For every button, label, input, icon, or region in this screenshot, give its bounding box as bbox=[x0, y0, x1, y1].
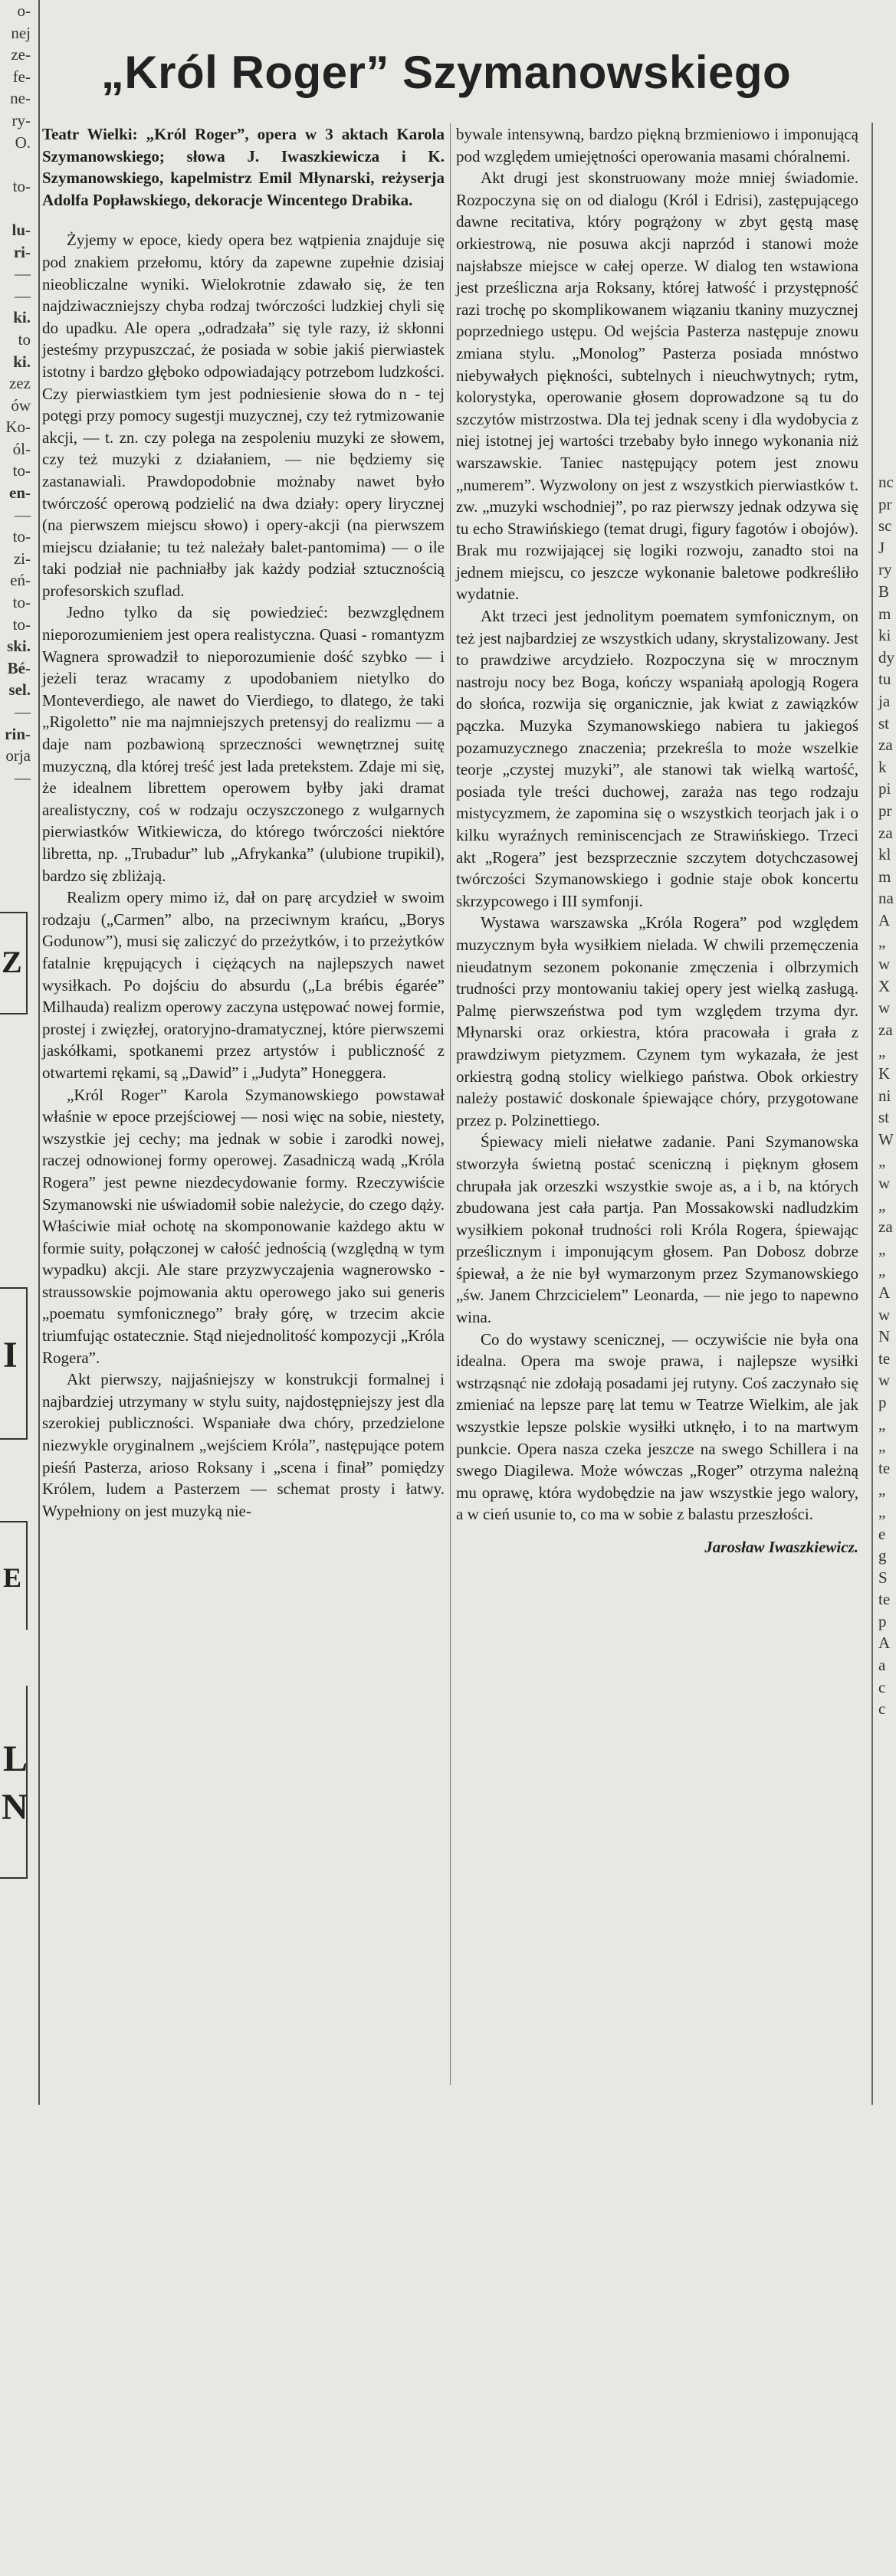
right-margin-fragment: A bbox=[878, 1283, 891, 1302]
right-margin-fragment: „ bbox=[878, 1414, 886, 1434]
left-margin-fragment: to- bbox=[12, 176, 31, 195]
right-margin-fragment: „ bbox=[878, 1042, 886, 1061]
left-margin-fragment bbox=[0, 197, 38, 219]
right-clipped-column bbox=[876, 471, 896, 2576]
right-margin-fragment: ni bbox=[878, 1086, 891, 1105]
left-margin-fragment: ki. bbox=[13, 352, 31, 371]
left-margin-fragment: to- bbox=[12, 615, 31, 634]
right-margin-fragment: ry bbox=[878, 560, 892, 579]
left-margin-fragment: en- bbox=[9, 483, 31, 503]
right-margin-fragment: te bbox=[878, 1590, 891, 1609]
left-margin-fragment: eń- bbox=[10, 571, 31, 590]
right-column-rule bbox=[871, 123, 873, 2105]
article-column-left bbox=[42, 123, 445, 1522]
paragraph: Wystawa warszawska „Króla Rogera” pod względem muzycznym była wysiłkiem nielada. W chwili przemęczenia nieudatnym sezonem pokonanie zmęczenia i olbrzymich trudności przy montowaniu takiej opery jest wielką zasługą. Palmę pierwszeństwa pod tym względem trzyma dyr. Młynarski oraz orkiestra, która pracowała i grała z prawdziwym pietyzmem. Czynem tym wykazała, że jest orkiestrą godną stolicy wielkiego państwa. Obok orkiestry należy postawić doskonale śpiewające chóry, przygotowane przez p. Polzinettiego. bbox=[456, 913, 858, 1129]
left-margin-fragment: ne- bbox=[10, 89, 31, 108]
left-box-letter: N bbox=[2, 1787, 28, 1827]
column-divider bbox=[450, 123, 451, 2085]
paragraph: „Król Roger” Karola Szymanowskiego powstawał właśnie w epoce przejściowej — nosi więc na sobie, niestety, wszystkie jej cechy; ma jednak w sobie i zarodki nowej, raczej odnowionej formy operowej. Zasadniczą wadą „Króla Rogera” jest pewne niezdecydowanie formy. Rzeczywiście Szymanowski nie uświadomił sobie należycie, do czego dąży. Właściwie miał ochotę na skomponowanie każdego aktu w formie suity, połączonej w całość jednością (względną w tym wypadku) akcji. Ale stare przyzwyczajenia wagnerowsko - straussowskie pojmowania aktu operowego jako sui generis „poematu symfonicznego” brały górę, w trzecim akcie triumfując ostatecznie. Stąd niejednolitość kompozycji „Króla Rogera”. bbox=[42, 1085, 445, 1367]
left-margin-fragment: Ko- bbox=[5, 418, 31, 437]
right-margin-fragment: za bbox=[878, 823, 893, 842]
performance-info: Teatr Wielki: „Król Roger”, opera w 3 aktach Karola Szymanowskiego; słowa J. Iwaszkiewicza i K. Szymanowskiego, kapelmistrz Emil Młynarski, reżyserja Adolfa Popławskiego, dekoracje Wincentego Drabika. bbox=[42, 125, 445, 209]
paragraph: Akt drugi jest skonstruowany może mniej świadomie. Rozpoczyna się on od dialogu (Król i Edrisi), zastępującego dawne recitativa, który pogrążony w zbyt gęstą masę orkiestrową, nie posuwa akcji naprzód i stanowi może najsłabsze miejsce w całej operze. W dialog ten wstawiona jest prześliczna arja Roksany, której łatwość i przystępność razi trochę po skomplikowanem wiązaniu tkaniny muzycznej poprzedniego ustępu. Od wejścia Pasterza następuje znowu zmiana stylu. „Monolog” Pasterza posiada mnóstwo niebywałych piękności, subtelnych i nieuchwytnych; rytm, kolorystyka, operowanie głosem doprowadzone są tu do szczytów mistrzostwa. Dla tej jednak sceny i dla wydobycia z niej istotnej jej wartości trzebaby było innego wykonania niż warszawskie. Taniec następujący potem jest znowu „numerem”. Wyzwolony on jest z wszystkich pierwiastków t. zw. „muzyki wschodniej”, po raz pierwszy jednak odzywa się tu echo Strawińskiego (temat drugi, figury fagotów i obojów). Brak mu rozwijającej się logiki rozwoju, zanadto stoi na jednem miejscu, co jeszcze wykonanie baletowe podkreśliło wydatnie. bbox=[456, 169, 858, 604]
right-margin-fragment: dy bbox=[878, 647, 894, 667]
left-margin-fragment: lu- bbox=[11, 220, 31, 239]
right-margin-fragment: pr bbox=[878, 494, 892, 513]
right-margin-fragment: ja bbox=[878, 691, 891, 710]
left-column-rule bbox=[38, 0, 40, 2105]
right-margin-fragment: za bbox=[878, 1020, 893, 1039]
right-margin-fragment: „ bbox=[878, 1152, 886, 1171]
left-box-letter: L bbox=[3, 1739, 28, 1779]
left-margin-fragment: to- bbox=[12, 593, 31, 612]
paragraph: Żyjemy w epoce, kiedy opera bez wątpienia znajduje się pod znakiem przełomu, który da zapewne zupełnie dzisiaj nieobliczalne wyniki. Wielokrotnie zdawało się, że ten najdziwaczniejszy chyba rodzaj twórczości ludzkiej chyli się do upadku. Ale opera „odradzała” się tyle razy, iż skłonni jesteśmy przypuszczać, że posiada w sobie jakiś pierwiastek istotny i bardzo głęboko odpowiadający potrzebom ludzkości. Czy pierwiastkiem tym jest podniesienie słowa do n - tej potęgi przy pomocy sugestji muzycznej, czy też rytmizowanie akcji, — t. zn. czy polega na zespoleniu muzyki ze słowem, czy też muzyki z działaniem, — nie będziemy się zastanawiali. Prawdopodobnie możnaby nawet było twórczość operową podzielić na dwa działy: opery lirycznej (na pierwszem miejscu słowo) i opery-akcji (na pierwszem miejscu działanie; tu też należały balet-pantomima) — o ile taki podział nie pachniałby jak każdy podział sztucznością profesorskich szuflad. bbox=[42, 231, 445, 600]
right-margin-fragment: w bbox=[878, 1174, 891, 1192]
right-margin-fragment: N bbox=[878, 1327, 891, 1346]
author-signature: Jarosław Iwaszkiewicz. bbox=[704, 1538, 858, 1556]
right-margin-fragment: „ bbox=[878, 1480, 886, 1499]
right-margin-fragment: B bbox=[878, 582, 890, 601]
right-margin-fragment: „ bbox=[878, 1195, 886, 1214]
right-margin-fragment: K bbox=[878, 1064, 891, 1083]
right-margin-fragment: X bbox=[878, 976, 891, 995]
paragraph: Akt pierwszy, najjaśniejszy w konstrukcji formalnej i najbardziej utrzymany w stylu suity, najdostępniejszy jest dla szerokiej publiczności. Wspaniałe dwa chóry, przedzielone niezwykle oryginalnem „wejściem Króla”, następujące potem pieśń Pasterza, arioso Roksany i „scena i finał” pomiędzy Królem, ludem a Pasterzem — schemat prosty i łatwy. Wypełniony on jest muzyką nie- bbox=[42, 1370, 445, 1520]
left-frame-box bbox=[0, 1686, 28, 1879]
left-margin-fragment: ki. bbox=[13, 308, 31, 327]
paragraph: bywale intensywną, bardzo piękną brzmieniowo i imponującą pod względem umiejętności operowania masami chóralnemi. bbox=[456, 125, 858, 166]
right-margin-fragment: m bbox=[878, 604, 891, 623]
left-margin-fragment: ski. bbox=[7, 637, 31, 656]
left-margin-fragment: ów bbox=[11, 395, 31, 415]
right-margin-fragment: k bbox=[878, 757, 887, 776]
left-margin-fragment: orja bbox=[5, 746, 31, 765]
paragraph: Jedno tylko da się powiedzieć: bezwzględnem nieporozumieniem jest opera realistyczna. Quasi - romantyzm Wagnera sprowadził to nieporozumienie dość szybko — i jeżeli teraz wracamy z upodobaniem nietylko do Monteverdiego, ale nawet do Vierdiego, to dlatego, że taki „Rigoletto” nie ma najmniejszych pretensyj do realizmu — a daje nam pozbawioną sprzeczności wewnętrznej suitę muzyczną, dla której treść jest lada pretekstem. Zdaje mi się, że idealnem librettem operowem byłby jaki dramat arealistyczny, coś w rodzaju oczyszczonego z wulgarnych pierwiastków Witkiewicza, do którego twórczości niektóre libretta, np. „Trubadur” lub „Afrykanka” (ulubione trupikil), bardzo się zbliżają. bbox=[42, 603, 445, 885]
left-margin-fragment: ze- bbox=[11, 45, 31, 64]
left-margin-fragment: o- bbox=[17, 2, 31, 20]
left-margin-fragment: — bbox=[15, 264, 31, 283]
left-margin-fragment: O. bbox=[15, 133, 31, 152]
left-margin-fragment: fe- bbox=[12, 67, 31, 86]
right-margin-fragment: kl bbox=[878, 845, 891, 864]
right-margin-fragment: w bbox=[878, 998, 891, 1018]
right-margin-fragment: te bbox=[878, 1458, 891, 1477]
right-margin-fragment: e bbox=[878, 1524, 886, 1543]
left-margin-fragment: to bbox=[18, 329, 31, 349]
left-margin-fragment: ól- bbox=[12, 439, 31, 458]
right-margin-fragment: p bbox=[878, 1611, 887, 1630]
right-margin-fragment: tu bbox=[878, 670, 891, 689]
left-box-letter: E bbox=[3, 1562, 22, 1593]
right-margin-fragment: za bbox=[878, 1218, 893, 1237]
right-margin-fragment: „ bbox=[878, 1261, 886, 1280]
right-margin-fragment: w bbox=[878, 955, 891, 974]
right-margin-fragment: A bbox=[878, 1634, 891, 1653]
right-margin-fragment: pr bbox=[878, 801, 892, 820]
right-margin-fragment: A bbox=[878, 910, 891, 929]
left-margin-fragment: to- bbox=[12, 527, 31, 546]
left-margin-fragment: — bbox=[15, 505, 31, 524]
right-margin-fragment: g bbox=[878, 1546, 887, 1565]
right-margin-fragment: „ bbox=[878, 1437, 886, 1456]
right-margin-fragment: w bbox=[878, 1371, 891, 1390]
right-margin-fragment: J bbox=[878, 538, 885, 557]
right-margin-fragment: nc bbox=[878, 473, 894, 491]
left-box-letter: I bbox=[3, 1335, 18, 1375]
right-margin-fragment: m bbox=[878, 867, 891, 886]
right-margin-fragment: „ bbox=[878, 932, 886, 952]
left-margin-fragment: to- bbox=[12, 461, 31, 480]
right-margin-fragment: ki bbox=[878, 626, 891, 645]
right-margin-fragment: W bbox=[878, 1129, 894, 1149]
left-margin-fragment: ri- bbox=[13, 242, 31, 261]
right-margin-fragment: sc bbox=[878, 516, 892, 536]
right-margin-fragment: st bbox=[878, 1108, 890, 1127]
paragraph: Akt trzeci jest jednolitym poematem symfonicznym, on też jest najbardziej ze wszystkich udany, skrystalizowany. Jest to prawdziwe arcydzieło. Rozpoczyna się w mrocznym nastroju nocy bez Boga, kończy wspaniałą apologją Rogera do słońca, rozwija się organicznie, jak kwiat z zawiązków pączka. Muzyka Szymanowskiego nabiera tu jakiegoś pozamuzycznego znaczenia; przekreśla to może wszelkie teorje „czystej muzyki”, ale stanowi tak wielką wartość, posiada tyle treści duchowej, zaraża nas tego rodzaju mistycyzmem, że zapomina się o wszystkich teorjach jak i o kilku wyraźnych reminiscencjach ze Strawińskiego. Trzeci akt „Rogera” jest bezsprzecznie szczytem dotychczasowej twórczości Szymanowskiego i godnie staje obok koncertu skrzypcowego i III symfonji. bbox=[456, 607, 858, 910]
left-margin-fragment: rin- bbox=[5, 724, 31, 743]
paragraph: Co do wystawy scenicznej, — oczywiście nie była ona idealna. Opera ma swoje prawa, i najlepsze wysiłki wstrząsnąć nie zdołają posadami jej rutyny. Coś zaczynało się zmieniać na lepsze parę lat temu w Teatrze Wielkim, ale jak wszystkie lepsze polskie wysiłki utknęło, i to na martwym punkcie. Opera nasza czeka jeszcze na swego Schillera i na swego Diagilewa. Może wówczas „Roger” otrzyma należną mu oprawę, która wydobędzie na jaw wszystkie jego walory, a w cień usunie to, co ma w sobie z balastu przeszłości. bbox=[456, 1329, 858, 1524]
right-margin-fragment: „ bbox=[878, 1239, 886, 1258]
left-box-letter: Z bbox=[2, 945, 22, 979]
right-margin-fragment: c bbox=[878, 1677, 886, 1696]
left-margin-fragment bbox=[0, 153, 38, 175]
left-margin-fragment: zi- bbox=[13, 549, 31, 568]
paragraph: Śpiewacy mieli niełatwe zadanie. Pani Szymanowska stworzyła świetną postać sceniczną i pięknym głosem chrupała jak orzeszki wszystkie swoje as, a i b, na których zbudowana jest cała partja. Pan Mossakowski nadludzkim wysiłkiem pokonał trudności roli Króla Rogera, śpiewając prześlicznym i imponującym głosem. Pan Dobosz dobrze śpiewał, a że nie był wymarzonym przez Szymanowskiego „św. Janem Chrzcicielem” Leonarda, — nie jego to napewno wina. bbox=[456, 1132, 858, 1327]
right-margin-fragment: te bbox=[878, 1349, 891, 1368]
left-margin-fragment: — bbox=[15, 768, 31, 787]
right-margin-fragment: c bbox=[878, 1699, 886, 1719]
right-margin-fragment: w bbox=[878, 1305, 891, 1324]
right-margin-fragment: S bbox=[878, 1568, 888, 1587]
paragraph: Realizm opery mimo iż, dał on parę arcydzieł w swoim rodzaju („Carmen” albo, na przeciwnym krańcu, „Borys Godunow”), musi się zaliczyć do przeżytków, i to przeżytków fatalnie krępujących i ciężących na najlepszych nawet wysiłkach. Po dojściu do absurdu („La brébis égarée” Milhauda) realizm operowy zaczyna ustępować nowej formie, prostej i zwięzłej, oratoryjno-dramatycznej, które pierwszemi jaskółkami, spotkanemi przez artystów i publiczność z otwartemi rękami, są „Dawid” i „Judyta” Honeggera. bbox=[42, 888, 445, 1082]
left-margin-fragment: ry- bbox=[11, 110, 31, 129]
left-margin-fragment: sel. bbox=[8, 680, 31, 700]
left-margin-fragment: zez bbox=[9, 374, 31, 393]
right-margin-fragment: st bbox=[878, 713, 890, 732]
right-margin-fragment: na bbox=[878, 889, 894, 908]
article-title: „Król Roger” Szymanowskiego bbox=[100, 47, 792, 98]
left-margin-fragment: nej bbox=[11, 23, 31, 42]
right-margin-fragment: „ bbox=[878, 1502, 886, 1521]
right-margin-fragment: pi bbox=[878, 779, 891, 798]
right-margin-fragment: za bbox=[878, 736, 893, 755]
right-margin-fragment: a bbox=[878, 1656, 886, 1675]
left-margin-fragment: — bbox=[15, 286, 31, 305]
article-column-right bbox=[456, 123, 858, 1558]
right-margin-fragment: p bbox=[878, 1392, 887, 1411]
left-margin-fragment: Bé- bbox=[7, 658, 31, 677]
left-margin-fragment: — bbox=[15, 703, 31, 721]
